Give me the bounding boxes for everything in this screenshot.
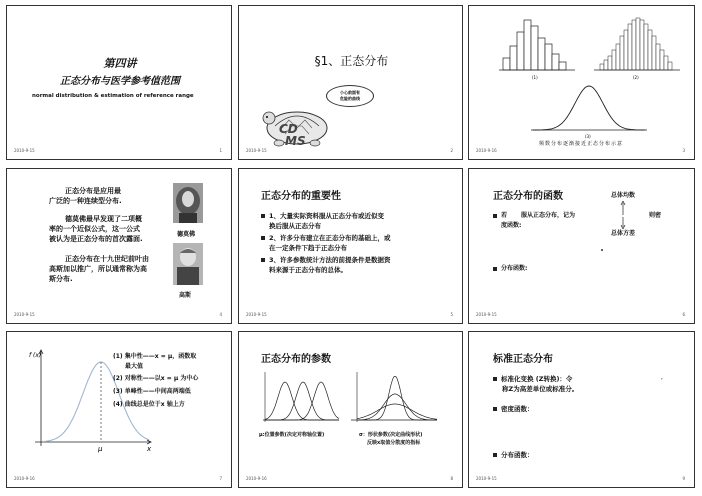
parameter-sigma-figure	[349, 368, 439, 428]
mu-label: μ	[98, 445, 103, 453]
slide-5[interactable]	[238, 168, 463, 324]
function-item-1-d: 度函数:	[501, 222, 522, 229]
gauss-caption: 高斯	[179, 292, 192, 299]
slide-9[interactable]	[468, 331, 695, 488]
slide-date: 2010-9-15	[246, 148, 267, 153]
slide-4[interactable]	[6, 168, 232, 324]
bullet-icon	[493, 377, 497, 381]
slide-date: 2010-9-16	[476, 148, 497, 153]
para3-line3: 斯分布.	[49, 275, 73, 283]
bullet-icon	[493, 214, 497, 218]
property-1b: 最大值	[125, 363, 144, 370]
parameter-mu-figure	[261, 368, 341, 428]
slide-number: 4	[219, 312, 222, 317]
slide-date: 2010-9-15	[14, 312, 35, 317]
bullet-icon	[493, 453, 497, 457]
histogram-1-label: (1)	[532, 75, 538, 80]
slide-1[interactable]	[6, 5, 232, 160]
slide-6-title: 正态分布的函数	[493, 191, 563, 202]
slide-6[interactable]	[468, 168, 695, 324]
comma-mark: ,	[661, 374, 663, 381]
bubble-text-1: 小心前面有	[340, 90, 360, 95]
slide-date: 2010-9-15	[246, 312, 267, 317]
function-item-2	[493, 264, 527, 274]
function-item-1-a: 若	[501, 212, 508, 219]
slide-1-english: normal distribution & estimation of reference range	[32, 93, 194, 99]
slide-2[interactable]	[238, 5, 463, 160]
logo-cd: CD	[279, 122, 298, 136]
slide-9-title: 标准正态分布	[493, 354, 553, 365]
slide-date: 2010-9-16	[14, 476, 35, 481]
bubble-text-2: 危险的曲线	[340, 96, 360, 101]
slide-date: 2010-9-15	[476, 312, 497, 317]
std-item-2-text: 密度函数：	[501, 405, 534, 413]
importance-item-1b: 换后服从正态分布	[269, 222, 321, 230]
slide-8[interactable]	[238, 331, 463, 488]
histogram-2-label: (2)	[633, 75, 639, 80]
slide-2-title: §1、正态分布	[314, 54, 389, 68]
para2-line3: 被认为是正态分布的首次露面.	[49, 235, 143, 243]
histogram-1	[499, 14, 579, 74]
portrait-gauss	[173, 243, 203, 285]
property-3: (3) 单峰性——中间高两端低	[113, 388, 191, 395]
slide-7[interactable]	[6, 331, 232, 488]
slide-3[interactable]	[468, 5, 695, 160]
para2-line2: 率的一个近似公式，这一公式	[49, 225, 140, 233]
dot-mark	[601, 249, 603, 251]
slide-number: 7	[219, 476, 222, 481]
slide-number: 8	[450, 476, 453, 481]
slide-number: 3	[682, 148, 685, 153]
function-item-2-text: 分布函数:	[501, 265, 528, 272]
importance-item-3-line1: 3、许多参数统计方法的前提条件是数据资	[269, 256, 391, 264]
para3-line2: 高斯加以推广，所以通常称为高	[49, 265, 147, 273]
bullet-icon	[261, 236, 265, 240]
property-4: (4) 曲线总是位于x 轴上方	[113, 401, 185, 408]
slide-number: 5	[450, 312, 453, 317]
arrow-icon	[620, 201, 626, 215]
importance-item-3b: 料来源于正态分布的总体。	[269, 266, 347, 274]
importance-item-3	[261, 255, 391, 265]
para1-line1: 正态分布是应用最	[65, 187, 121, 195]
fx-label: f (x)	[29, 352, 42, 359]
std-item-3	[493, 450, 534, 460]
std-item-2	[493, 404, 534, 414]
slide-number: 6	[682, 312, 685, 317]
slide-number: 9	[682, 476, 685, 481]
std-item-3-text: 分布函数：	[501, 451, 534, 459]
caption-sigma-2: 反映x取值分散度的指标	[367, 440, 421, 446]
slide-1-title: 第四讲	[103, 57, 137, 70]
bullet-icon	[261, 258, 265, 262]
property-1: (1) 集中性——x = μ，函数取	[113, 353, 197, 360]
portrait-demoivre	[173, 183, 203, 223]
histogram-2	[594, 14, 684, 74]
x-label: x	[147, 445, 152, 453]
importance-item-2b: 在一定条件下趋于正态分布	[269, 244, 347, 252]
function-item-1-c: 则密	[649, 212, 662, 219]
label-variance: 总体方差	[611, 230, 636, 237]
arrow-icon	[620, 217, 626, 229]
para2-line1: 德莫佛最早发现了二项概	[65, 215, 142, 223]
figure-caption: 频数分布逐渐接近正态分布示意	[539, 141, 624, 147]
slide-date: 2010-9-15	[14, 148, 35, 153]
curve-label: (3)	[585, 134, 591, 139]
slide-date: 2010-9-15	[476, 476, 497, 481]
para3-line1: 正态分布在十九世纪前叶由	[65, 255, 149, 263]
std-item-1-line1: 标准化变换 (Z转换)：令	[501, 375, 573, 383]
caption-sigma-1: σ：形状参数(决定曲线形状)	[359, 432, 423, 438]
slide-1-subtitle: 正态分布与医学参考值范围	[60, 76, 180, 87]
std-item-1	[493, 374, 572, 384]
normal-curve-figure	[529, 78, 649, 134]
property-2: (2) 对称性——以x = μ 为中心	[113, 375, 199, 382]
slide-number: 2	[450, 148, 453, 153]
slide-number: 1	[219, 148, 222, 153]
function-item-1-b: 服从正态分布，记为	[521, 212, 576, 219]
bullet-icon	[493, 407, 497, 411]
function-item-1	[493, 211, 575, 221]
demoivre-caption: 德莫佛	[177, 231, 196, 238]
importance-item-2-line1: 2、许多分布建立在正态分布的基础上，或	[269, 234, 391, 242]
bullet-icon	[261, 214, 265, 218]
importance-item-2	[261, 233, 391, 243]
slide-5-title: 正态分布的重要性	[261, 191, 341, 202]
slide-8-title: 正态分布的参数	[261, 354, 331, 365]
label-mean: 总体均数	[611, 192, 636, 199]
std-item-1b: 称Z为高差单位或标准分。	[502, 385, 579, 393]
slide-date: 2010-9-16	[246, 476, 267, 481]
caption-mu: μ:位置参数(决定对称轴位置)	[259, 432, 325, 438]
bullet-icon	[493, 267, 497, 271]
para1-line2: 广泛的一种连续型分布.	[49, 197, 122, 205]
logo-ms: MS	[285, 134, 306, 148]
importance-item-1-line1: 1、大量实际资料服从正态分布或近似变	[269, 212, 385, 220]
importance-item-1	[261, 211, 384, 221]
